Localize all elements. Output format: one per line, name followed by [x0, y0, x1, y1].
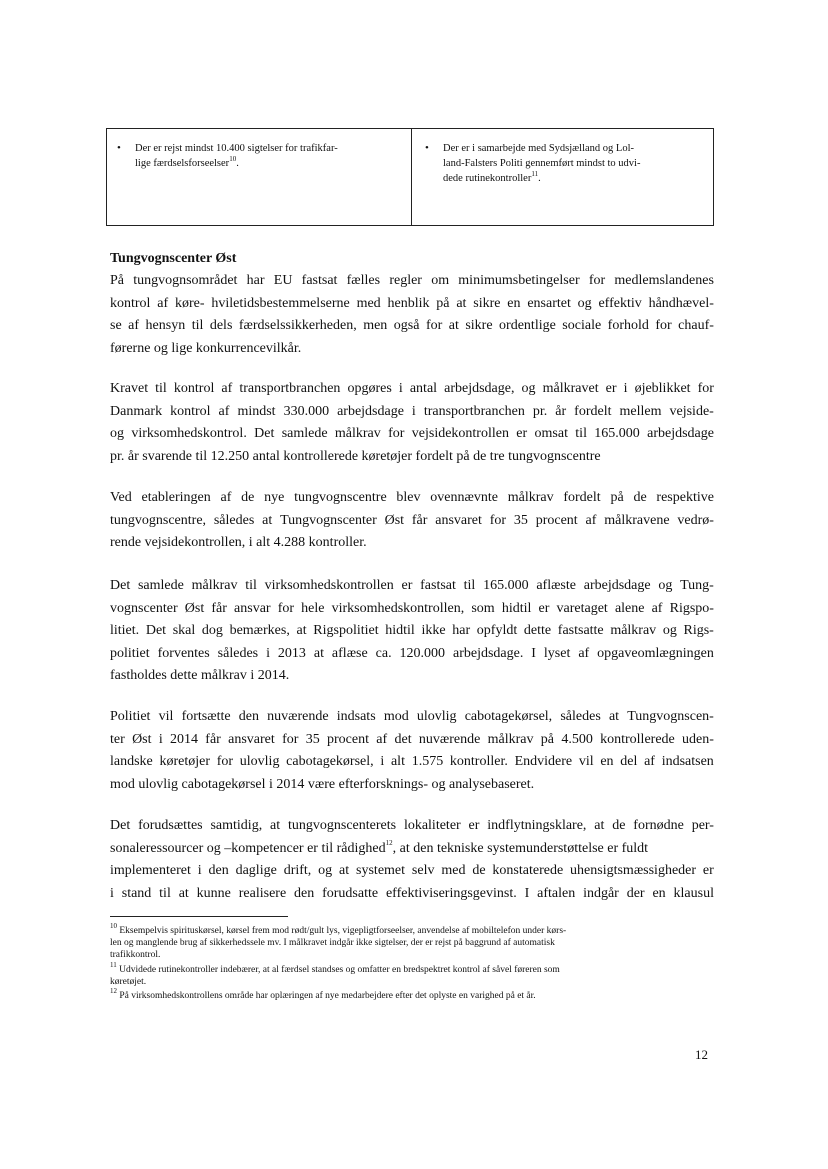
- footnote-line: [110, 986, 710, 1002]
- summary-table: [106, 128, 714, 226]
- footnote-ref: 12: [385, 838, 393, 847]
- text-line: landske køretøjer for ulovlig cabotagekørsel, i alt 1.575 kontroller. Endvidere vil en del af indsatsen: [110, 754, 714, 769]
- text-line: i stand til at kunne realisere den forudsatte effektiviseringsgevinst. I aftalen indgår der en klausul: [110, 885, 714, 901]
- text-line: Politiet vil fortsætte den nuværende indsats mod ulovlig cabotagekørsel, således at Tungvognscen-: [110, 709, 714, 724]
- text-line: Det forudsættes samtidig, at tungvognscenterets lokaliteter er indflytningsklare, at de fornødne per-: [110, 818, 714, 833]
- cell-text-line: land-Falsters Politi gennemført mindst to udvi-: [443, 158, 641, 169]
- footnote-marker: 10: [110, 921, 117, 930]
- text-line: litiet. Det skal dog bemærkes, at Rigspolitiet hidtil ikke har opfyldt dette fastsatte målkrav og Rigs-: [110, 623, 714, 638]
- text-line: Det samlede målkrav til virksomhedskontrollen er fastsat til 165.000 aflæste arbejdsdage og Tung-: [110, 578, 714, 593]
- footnote-line: trafikkontrol.: [110, 950, 161, 960]
- text-line: pr. år svarende til 12.250 antal kontrollerede køretøjer fordelt på de tre tungvognscentre: [110, 448, 601, 464]
- paragraph-4: [110, 575, 714, 688]
- footnote-text: På virksomhedskontrollens område har oplæringen af nye medarbejdere efter det oplyste en varighed på et år.: [119, 991, 536, 1001]
- footnote-ref: 10: [229, 154, 237, 163]
- footnote-line: køretøjet.: [110, 977, 147, 987]
- text-line: [110, 838, 714, 861]
- footnote-10: [110, 921, 710, 961]
- text-line: se af hensyn til dels færdselssikkerheden, men også for at sikre ordentlige sociale forhold for chauf-: [110, 318, 714, 333]
- text-part: sonaleressourcer og –kompetencer er til rådighed: [110, 840, 386, 856]
- text-line: og virksomhedskontrol. Det samlede målkrav for vejsidekontrollen er omsat til 165.000 arbejdsdage: [110, 426, 714, 441]
- text-line: Kravet til kontrol af transportbranchen opgøres i antal arbejdsdage, og målkravet er i øjeblikket for: [110, 381, 714, 396]
- bullet-icon: •: [117, 142, 121, 154]
- footnote-12: [110, 986, 710, 1002]
- text-part: , at den tekniske systemunderstøttelse er fuldt: [392, 840, 649, 856]
- text-line: kontrol af køre- hviletidsbestemmelserne med henblik på at sikre en ensartet og effektiv håndhævel-: [110, 295, 714, 311]
- footnote-rule: [110, 916, 288, 917]
- footnote-line: len og manglende brug af sikkerhedssele mv. I målkravet indgår ikke sigtelser, der er rejst på baggrund af automatisk: [110, 938, 555, 948]
- cell-text-end: .: [538, 173, 541, 184]
- paragraph-3: [110, 487, 714, 555]
- footnote-text: Udvidede rutinekontroller indebærer, at al færdsel standses og omfatter en bredspektret kontrol af såvel føreren som: [119, 965, 560, 975]
- text-line: fastholdes dette målkrav i 2014.: [110, 668, 290, 683]
- paragraph-6: [110, 815, 714, 905]
- text-line: vognscenter Øst får ansvar for hele virksomhedskontrollen, som hidtil er varetaget alene af Rigspo-: [110, 600, 714, 616]
- text-line: tungvognscentre, således at Tungvognscenter Øst får ansvaret for 35 procent af målkravene vedrø-: [110, 512, 714, 528]
- footnote-line: [110, 921, 710, 937]
- text-line: Ved etableringen af de nye tungvognscentre blev ovennævnte målkrav fordelt på de respektive: [110, 490, 714, 505]
- cell-text-line: [135, 156, 395, 171]
- cell-text-line: [443, 171, 705, 186]
- text-line: rende vejsidekontrollen, i alt 4.288 kontroller.: [110, 535, 367, 550]
- footnote-marker: 12: [110, 986, 117, 995]
- footnote-11: [110, 960, 710, 988]
- paragraph-5: [110, 706, 714, 796]
- cell-text: lige færdselsforseelser: [135, 158, 230, 169]
- cell-text: dede rutinekontroller: [443, 173, 532, 184]
- text-line: Danmark kontrol af mindst 330.000 arbejdsdage i transportbranchen pr. år fordelt mellem vejside-: [110, 403, 714, 419]
- footnote-marker: 11: [110, 960, 117, 969]
- text-segment: [110, 838, 648, 861]
- table-divider: [411, 129, 412, 225]
- footnote-ref: 11: [531, 169, 539, 178]
- table-cell-left: [117, 141, 395, 171]
- text-line: mod ulovlig cabotagekørsel i 2014 være efterforsknings- og analysebaseret.: [110, 776, 535, 792]
- table-cell-right: [425, 141, 705, 186]
- cell-text-line: Der er rejst mindst 10.400 sigtelser for trafikfar-: [135, 143, 338, 154]
- text-line: politiet forventes således i 2013 at aflæse ca. 120.000 arbejdsdage. I lyset af opgaveomlægningen: [110, 645, 714, 661]
- bullet-icon: •: [425, 142, 429, 154]
- paragraph-1: [110, 270, 714, 360]
- page-number: 12: [695, 1047, 708, 1062]
- paragraph-2: [110, 378, 714, 468]
- section-heading: Tungvognscenter Øst: [110, 251, 237, 266]
- text-line: implementeret i den daglige drift, og at systemet selv med de konstaterede uhensigtsmæssigheder er: [110, 863, 714, 878]
- cell-text-line: Der er i samarbejde med Sydsjælland og Lol-: [443, 143, 634, 154]
- text-line: På tungvognsområdet har EU fastsat fælles regler om minimumsbetingelser for medlemslandenes: [110, 273, 714, 288]
- cell-text-end: .: [236, 158, 239, 169]
- text-line: førerne og lige konkurrencevilkår.: [110, 340, 302, 356]
- footnote-line: [110, 960, 710, 976]
- text-line: ter Øst i 2014 får ansvaret for 35 procent af det nuværende målkrav på 4.500 kontrollerede uden-: [110, 731, 714, 747]
- footnote-text: Eksempelvis spirituskørsel, kørsel frem mod rødt/gult lys, vigepligtforseelser, anvendelse af mobiltelefon under kørs-: [119, 926, 567, 936]
